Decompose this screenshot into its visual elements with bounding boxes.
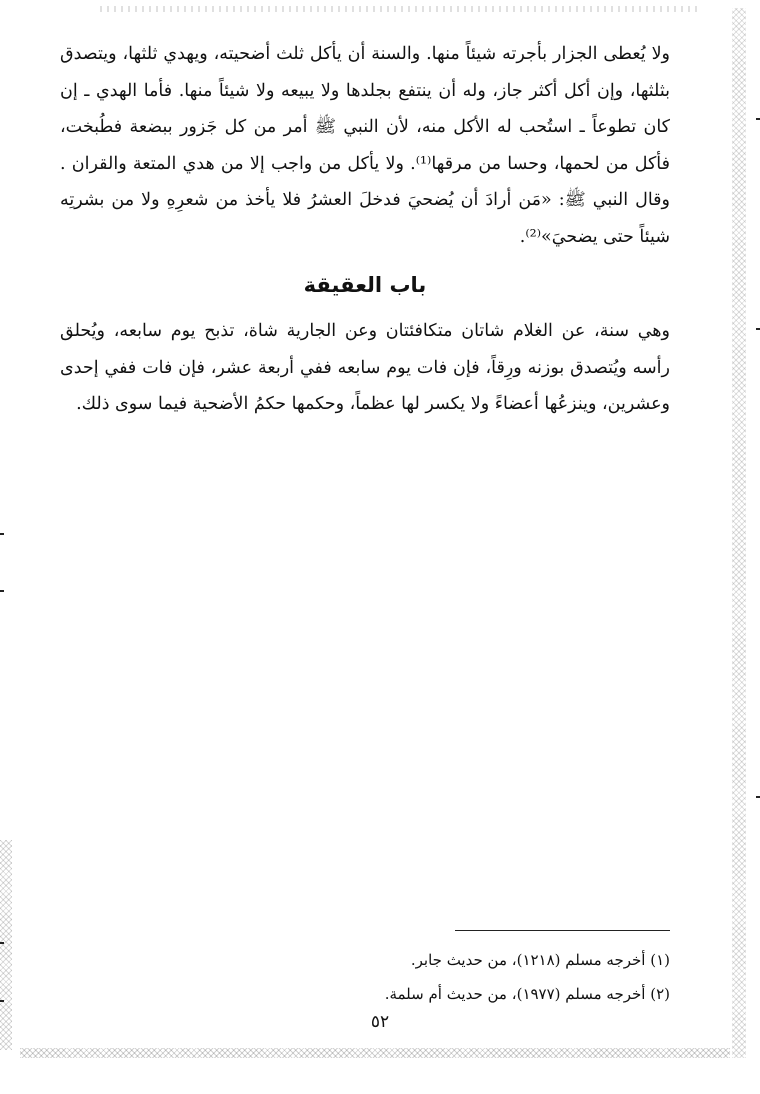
- scan-border-bottom: [20, 1048, 730, 1058]
- footnote: (١) أخرجه مسلم (١٢١٨)، من حديث جابر.: [410, 951, 670, 969]
- margin-mark: [0, 1000, 4, 1002]
- margin-mark: [756, 118, 760, 120]
- margin-mark: [0, 590, 4, 592]
- scan-border-right: [732, 8, 746, 1058]
- margin-mark: [0, 942, 4, 944]
- footnotes: [60, 930, 670, 1011]
- main-text: [60, 36, 670, 423]
- footnote-separator: [455, 930, 670, 931]
- margin-mark: [756, 796, 760, 798]
- margin-mark: [756, 328, 760, 330]
- margin-mark: [0, 533, 4, 535]
- page-number: ٥٢: [370, 1012, 390, 1032]
- footnote: (٢) أخرجه مسلم (١٩٧٧)، من حديث أم سلمة.: [384, 985, 670, 1003]
- scan-border-top: [100, 6, 700, 12]
- body-paragraph: وهي سنة، عن الغلام شاتان متكافئتان وعن الجارية شاة، تذبح يوم سابعه، ويُحلق رأسه ويُتصدق بوزنه ورِقاً، فإن فات يوم سابعه ففي أربعة عشر، فإن فات ففي إحدى وعشرين، وينزعُها أعضاءً ولا يكسر لها عظماً، وحكمها حكمُ الأضحية فيما سوى ذلك.: [60, 321, 670, 414]
- section-heading: باب العقيقة: [303, 273, 427, 297]
- body-paragraph: ولا يُعطى الجزار بأجرته شيئاً منها. والسنة أن يأكل ثلث أضحيته، ويهدي ثلثها، ويتصدق بثلثها، وإن أكل أكثر جاز، وله أن ينتفع بجلدها ولا يبيعه ولا شيئاً منها. فأما الهدي ـ إن كان تطوعاً ـ استُحب له الأكل منه، لأن النبي ﷺ أمر من كل جَزور ببضعة فطُبخت، فأكل من لحمها، وحسا من مرقها⁽¹⁾. ولا يأكل من واجب إلا من هدي المتعة والقران . وقال النبي ﷺ: «مَن أرادَ أن يُضحيَ فدخلَ العشرُ فلا يأخذ من شعرِهِ ولا من بشرتِه شيئاً حتى يضحيَ»⁽²⁾.: [60, 44, 670, 247]
